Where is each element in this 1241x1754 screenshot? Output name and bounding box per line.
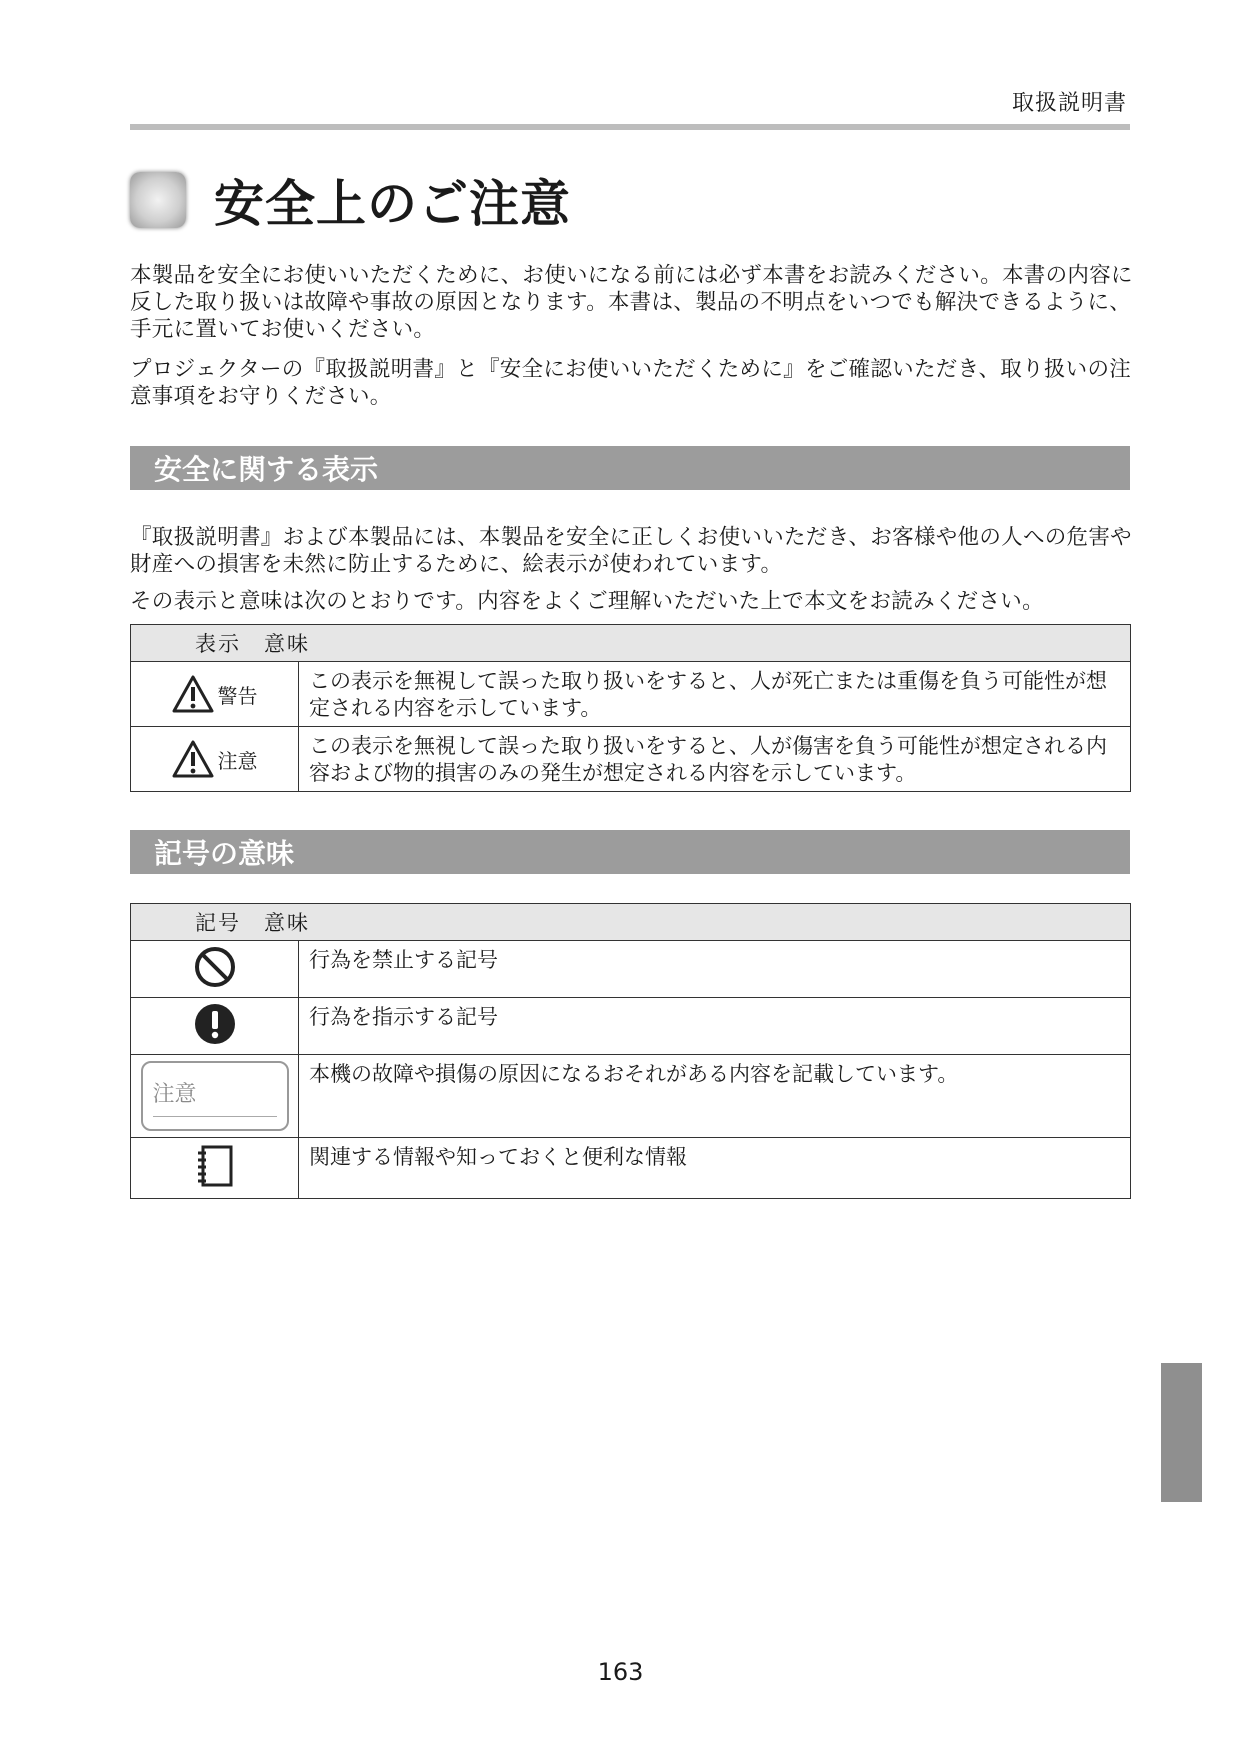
caution-meaning: この表示を無視して誤った取り扱いをすると、人が傷害を負う可能性が想定される内容および物的損害のみの発生が想定される内容を示しています。 [299, 727, 1131, 792]
prohibition-meaning: 行為を禁止する記号 [299, 941, 1131, 998]
intro-paragraph-1: 本製品を安全にお使いいただくために、お使いになる前には必ず本書をお読みください。本書の内容に反した取り扱いは故障や事故の原因となります。本書は、製品の不明点をいつでも解決できるように、手元に置いてお使いください。 [130, 263, 1133, 342]
warning-label: 警告 [217, 683, 258, 708]
intro-paragraph-2: プロジェクターの『取扱説明書』と『安全にお使いいただくために』をご確認いただき、取り扱いの注意事項をお守りください。 [130, 357, 1132, 409]
instruction-meaning: 行為を指示する記号 [299, 998, 1131, 1055]
table-header-row [131, 904, 1131, 941]
header-title: 取扱説明書 [1011, 91, 1127, 116]
page-number: 163 [597, 1658, 644, 1686]
notebook-icon [195, 1144, 235, 1188]
warning-meaning: この表示を無視して誤った取り扱いをすると、人が死亡または重傷を負う可能性が想定される内容を示しています。 [299, 662, 1131, 727]
page-title: 安全上のご注意 [214, 175, 571, 233]
page-title-block [130, 168, 571, 232]
caution-label: 注意 [217, 748, 258, 773]
section-heading-safety-display: 安全に関する表示 [130, 446, 1130, 490]
prohibition-icon [193, 945, 237, 989]
display-meaning-table [130, 624, 1131, 792]
table-row [131, 727, 1131, 792]
section-heading-symbol-meaning: 記号の意味 [130, 830, 1130, 874]
header-rule [130, 124, 1130, 130]
warning-triangle-icon [172, 675, 214, 713]
table-header-row [131, 625, 1131, 662]
section1-paragraph-2: その表示と意味は次のとおりです。内容をよくご理解いただいた上で本文をお読みください。 [130, 589, 1044, 614]
symbol-meaning-table [130, 903, 1131, 1199]
related-info-meaning: 関連する情報や知っておくと便利な情報 [299, 1138, 1131, 1199]
side-index-tab [1161, 1363, 1202, 1502]
warning-triangle-icon [172, 740, 214, 778]
table-row [131, 1138, 1131, 1199]
table-row [131, 1055, 1131, 1138]
table-row [131, 941, 1131, 998]
caution-memo-meaning: 本機の故障や損傷の原因になるおそれがある内容を記載しています。 [299, 1055, 1131, 1138]
table-header: 記号 意味 [195, 911, 310, 935]
caution-memo-label: 注意 [152, 1082, 197, 1107]
table-row [131, 662, 1131, 727]
table-header: 表示 意味 [195, 632, 310, 656]
title-bullet-icon [130, 172, 186, 228]
exclamation-icon [193, 1002, 237, 1046]
caution-memo-icon [141, 1061, 289, 1131]
section1-paragraph-1: 『取扱説明書』および本製品には、本製品を安全に正しくお使いいただき、お客様や他の人への危害や財産への損害を未然に防止するために、絵表示が使われています。 [130, 525, 1132, 577]
table-row [131, 998, 1131, 1055]
